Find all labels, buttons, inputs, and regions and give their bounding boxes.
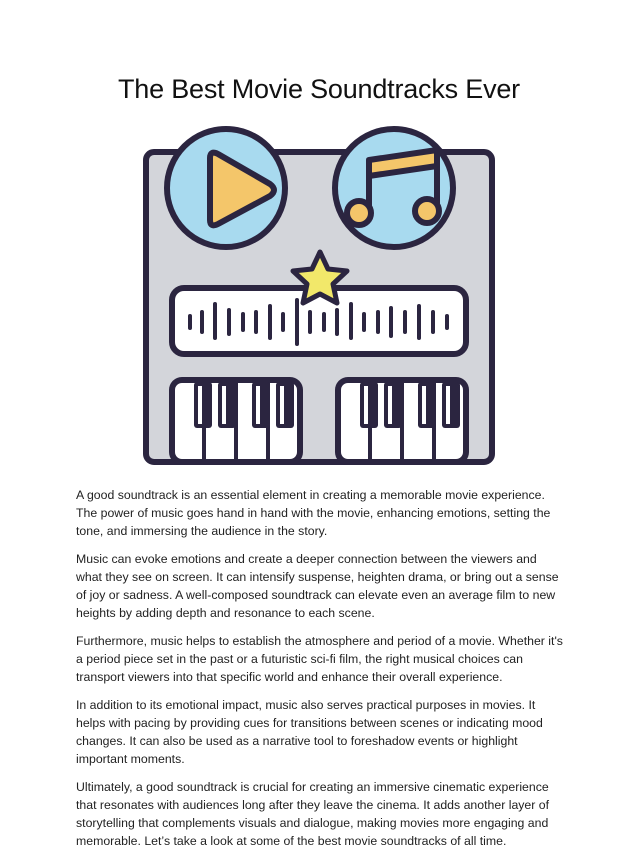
paragraph-intro: A good soundtrack is an essential element in creating a memorable movie experience. The power of music goes hand in hand with the movie, enhancing emotions, setting the tone, and immersing the audience in the story. [76,488,551,538]
piano-keys-right-icon [338,380,466,462]
paragraph-practical: In addition to its emotional impact, music also serves practical purposes in movies. It helps with pacing by providing cues for transitions between scenes or indicating mood changes. It can also be used as a narrative tool to foreshadow events or highlight important moments. [76,698,543,766]
paragraph-atmosphere: Furthermore, music helps to establish the atmosphere and period of a movie. Whether it's a period piece set in the past or a futuristic sci-fi film, the right musical choices can transport viewers into that specific world and enhance their overall experience. [76,634,563,684]
article-body [76,486,566,860]
page-title: The Best Movie Soundtracks Ever [118,74,520,104]
paragraph-emotions: Music can evoke emotions and create a deeper connection between the viewers and what they see on screen. It can intensify suspense, heighten drama, or bring out a sense of joy or sadness. A well-composed soundtrack can elevate even an average film to new heights by adding depth and resonance to each scene. [76,552,559,620]
sound-wave-icon [172,288,466,354]
play-icon [167,129,285,247]
paragraph-conclusion: Ultimately, a good soundtrack is crucial for creating an immersive cinematic experience that resonates with audiences long after they leave the cinema. It adds another layer of storytelling that complements visuals and dialogue, making movies more engaging and memorable. Let’s take a look at some of the best movie soundtracks of all time. [76,780,550,848]
soundtrack-illustration [140,118,500,468]
music-note-icon [335,129,453,247]
piano-keys-icon [172,380,300,462]
